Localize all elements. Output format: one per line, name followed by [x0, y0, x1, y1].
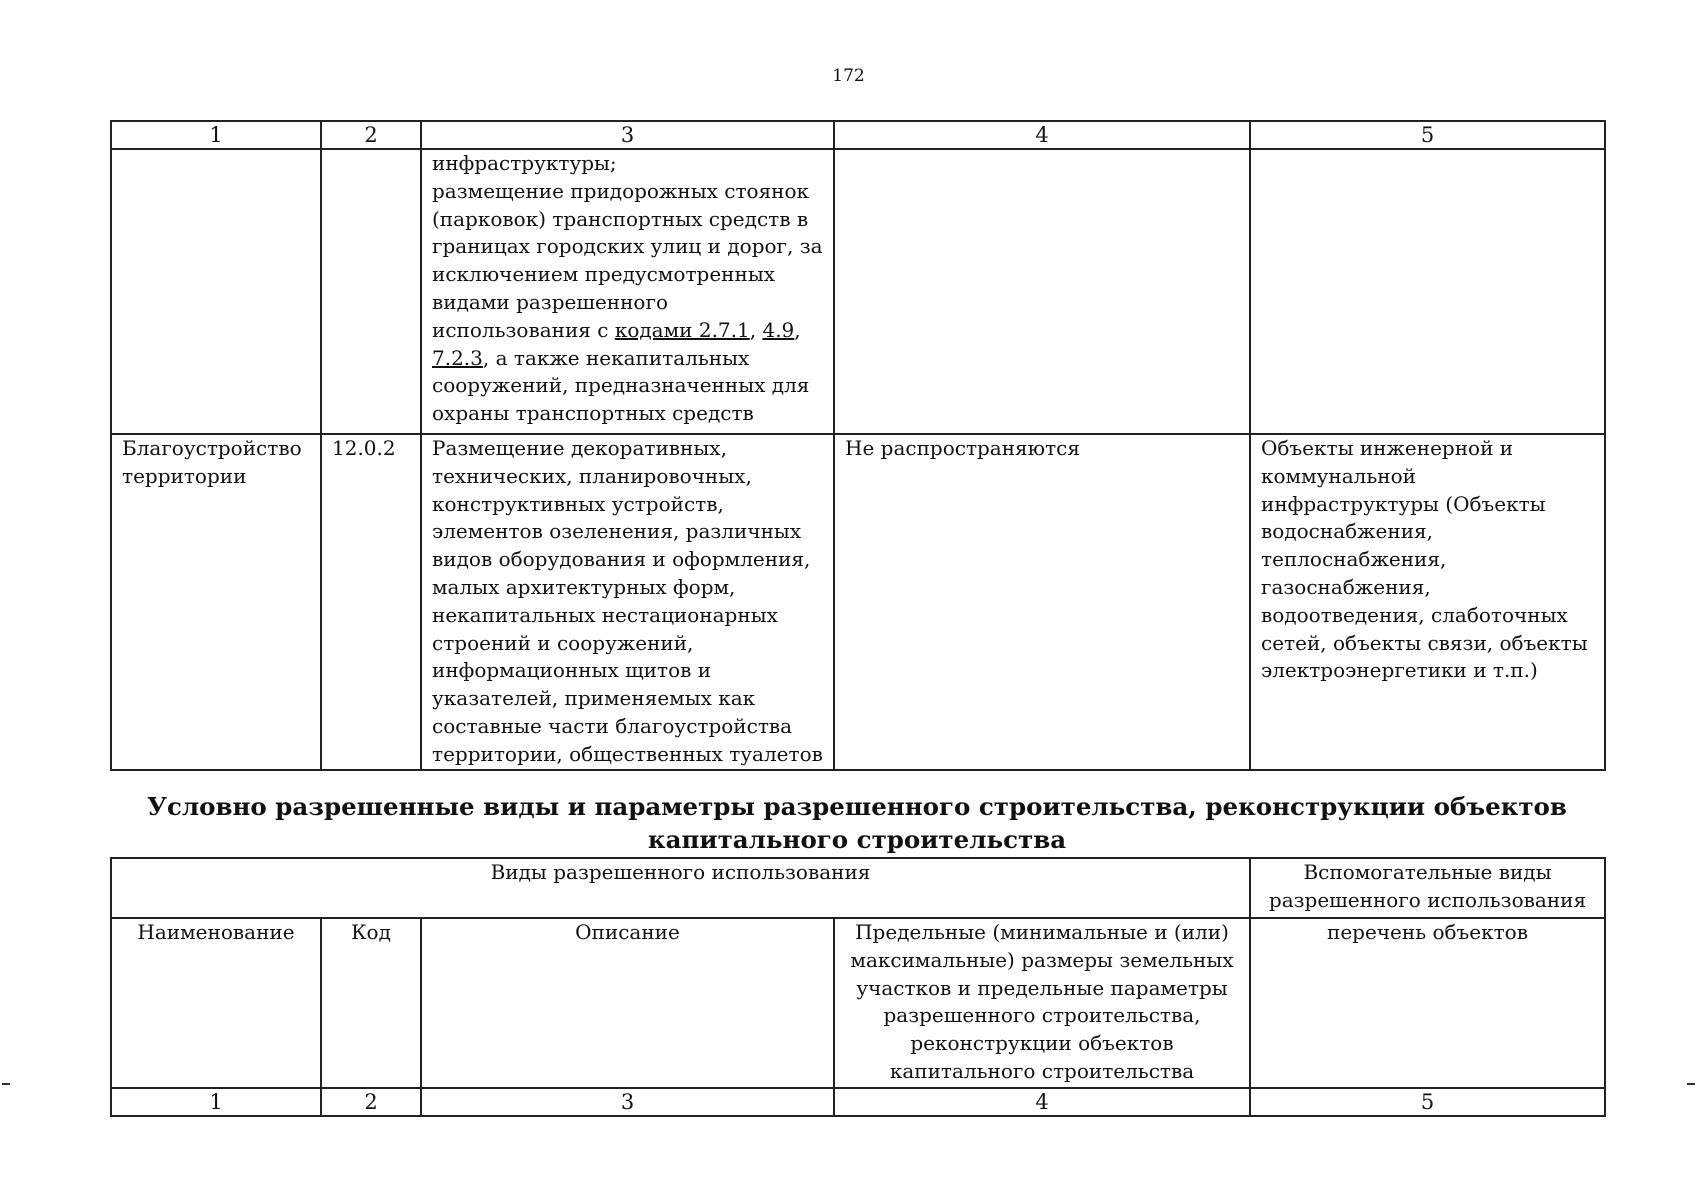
separator: ,	[749, 317, 763, 342]
code-link[interactable]: 4.9	[762, 317, 795, 342]
use-description-cell: Размещение декоративных, технических, планировочных, конструктивных устройств, элементов озеленения, различных видов оборудования и оформления, малых архитектурных форм, некапитальных нестационарных строений и сооружений, информационных щитов и указателей, применяемых как составные части благоустройства территории, общественных туалетов	[421, 434, 834, 770]
section-heading: Условно разрешенные виды и параметры разрешенного строительства, реконструкции объектов капитального строительства	[147, 792, 1567, 854]
column-number: 2	[321, 1088, 421, 1116]
page-number: 172	[832, 66, 865, 86]
column-number-row	[111, 121, 1605, 149]
column-number: 1	[111, 121, 321, 149]
column-header-params: Предельные (минимальные и (или) максимальные) размеры земельных участков и предельные параметры разрешенного строительства, реконструкции объектов капитального строительства	[834, 918, 1250, 1088]
column-number: 4	[834, 1088, 1250, 1116]
column-header-description: Описание	[421, 918, 834, 1088]
column-header-objects: перечень объектов	[1250, 918, 1605, 1088]
scan-mark	[2, 1083, 10, 1085]
use-name-cell	[111, 149, 321, 434]
column-number: 2	[321, 121, 421, 149]
group-header-row	[111, 858, 1605, 918]
auxiliary-group-header: Вспомогательные виды разрешенного использования	[1250, 858, 1605, 918]
table-row	[111, 149, 1605, 434]
description-text: инфраструктуры; размещение придорожных стоянок (парковок) транспортных средств в границах городских улиц и дорог, за исключением предусмотренных видами разрешенного использования с	[432, 151, 823, 342]
code-link[interactable]: кодами 2.7.1	[614, 317, 750, 342]
column-header-row	[111, 918, 1605, 1088]
column-number: 3	[421, 1088, 834, 1116]
permitted-uses-group-header: Виды разрешенного использования	[111, 858, 1250, 918]
auxiliary-cell	[1250, 149, 1605, 434]
column-number: 3	[421, 121, 834, 149]
column-number: 5	[1250, 1088, 1605, 1116]
zoning-table-continued	[110, 120, 1606, 771]
use-name-cell: Благоустройство территории	[111, 434, 321, 770]
scan-mark	[1687, 1083, 1695, 1085]
params-cell: Не распространяются	[834, 434, 1250, 770]
conditional-uses-table	[110, 857, 1606, 1117]
column-number-row	[111, 1088, 1605, 1116]
column-number: 1	[111, 1088, 321, 1116]
use-code-cell	[321, 149, 421, 434]
column-header-name: Наименование	[111, 918, 321, 1088]
column-number: 5	[1250, 121, 1605, 149]
use-description-cell	[421, 149, 834, 434]
description-text: , а также некапитальных сооружений, предназначенных для охраны транспортных средств	[432, 345, 810, 426]
table-row	[111, 434, 1605, 770]
separator: ,	[794, 317, 801, 342]
params-cell	[834, 149, 1250, 434]
code-link[interactable]: 7.2.3	[432, 345, 483, 370]
column-header-code: Код	[321, 918, 421, 1088]
column-number: 4	[834, 121, 1250, 149]
auxiliary-cell: Объекты инженерной и коммунальной инфраструктуры (Объекты водоснабжения, теплоснабжения, газоснабжения, водоотведения, слаботочных сетей, объекты связи, объекты электроэнергетики и т.п.)	[1250, 434, 1605, 770]
use-code-cell: 12.0.2	[321, 434, 421, 770]
